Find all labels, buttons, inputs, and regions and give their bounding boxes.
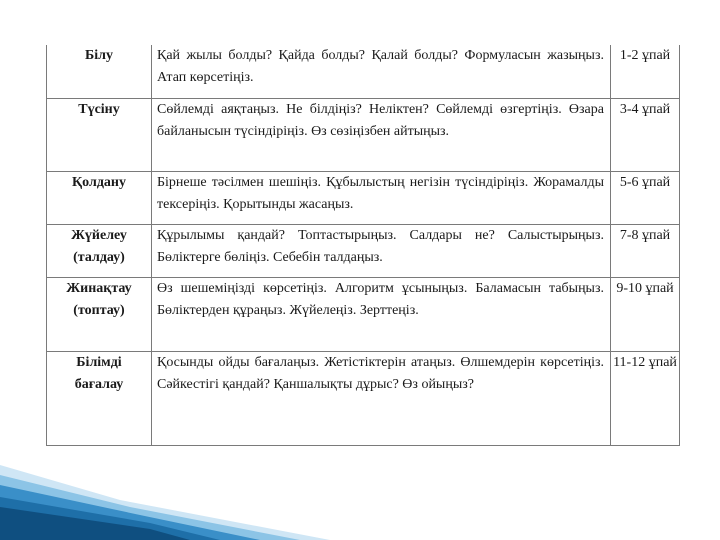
points-cell: 1-2 ұпай	[611, 45, 680, 98]
points-cell: 9-10 ұпай	[611, 277, 680, 351]
level-cell: Жинақтау (топтау)	[47, 277, 152, 351]
assessment-rubric-table	[46, 45, 680, 446]
description-cell: Қосынды ойды бағалаңыз. Жетістіктерін атаңыз. Өлшемдерін көрсетіңіз. Сәйкестігі қандай? Қаншалықты дұрыс? Өз ойыңыз?	[152, 351, 611, 445]
points-cell: 5-6 ұпай	[611, 171, 680, 224]
decorative-wave-stripes	[0, 445, 720, 540]
points-cell: 3-4 ұпай	[611, 98, 680, 171]
level-cell: Жүйелеу (талдау)	[47, 224, 152, 277]
table-row	[47, 224, 680, 277]
table-row	[47, 45, 680, 98]
points-cell: 7-8 ұпай	[611, 224, 680, 277]
table-row	[47, 171, 680, 224]
table-row	[47, 277, 680, 351]
points-cell: 11-12 ұпай	[611, 351, 680, 445]
table-row	[47, 98, 680, 171]
level-cell: Білімді бағалау	[47, 351, 152, 445]
description-cell: Бірнеше тәсілмен шешіңіз. Құбылыстың негізін түсіндіріңіз. Жорамалды тексеріңіз. Қорытынды жасаңыз.	[152, 171, 611, 224]
table-row	[47, 351, 680, 445]
level-cell: Білу	[47, 45, 152, 98]
description-cell: Қай жылы болды? Қайда болды? Қалай болды? Формуласын жазыңыз. Атап көрсетіңіз.	[152, 45, 611, 98]
description-cell: Құрылымы қандай? Топтастырыңыз. Салдары не? Салыстырыңыз. Бөліктерге бөліңіз. Себебін талдаңыз.	[152, 224, 611, 277]
level-cell: Қолдану	[47, 171, 152, 224]
description-cell: Өз шешеміңізді көрсетіңіз. Алгоритм ұсыныңыз. Баламасын табыңыз. Бөліктерден құраңыз. Жүйелеңіз. Зерттеңіз.	[152, 277, 611, 351]
level-cell: Түсіну	[47, 98, 152, 171]
description-cell: Сөйлемді аяқтаңыз. Не білдіңіз? Неліктен? Сөйлемді өзгертіңіз. Өзара байланысын түсіндіріңіз. Өз сөзіңізбен айтыңыз.	[152, 98, 611, 171]
